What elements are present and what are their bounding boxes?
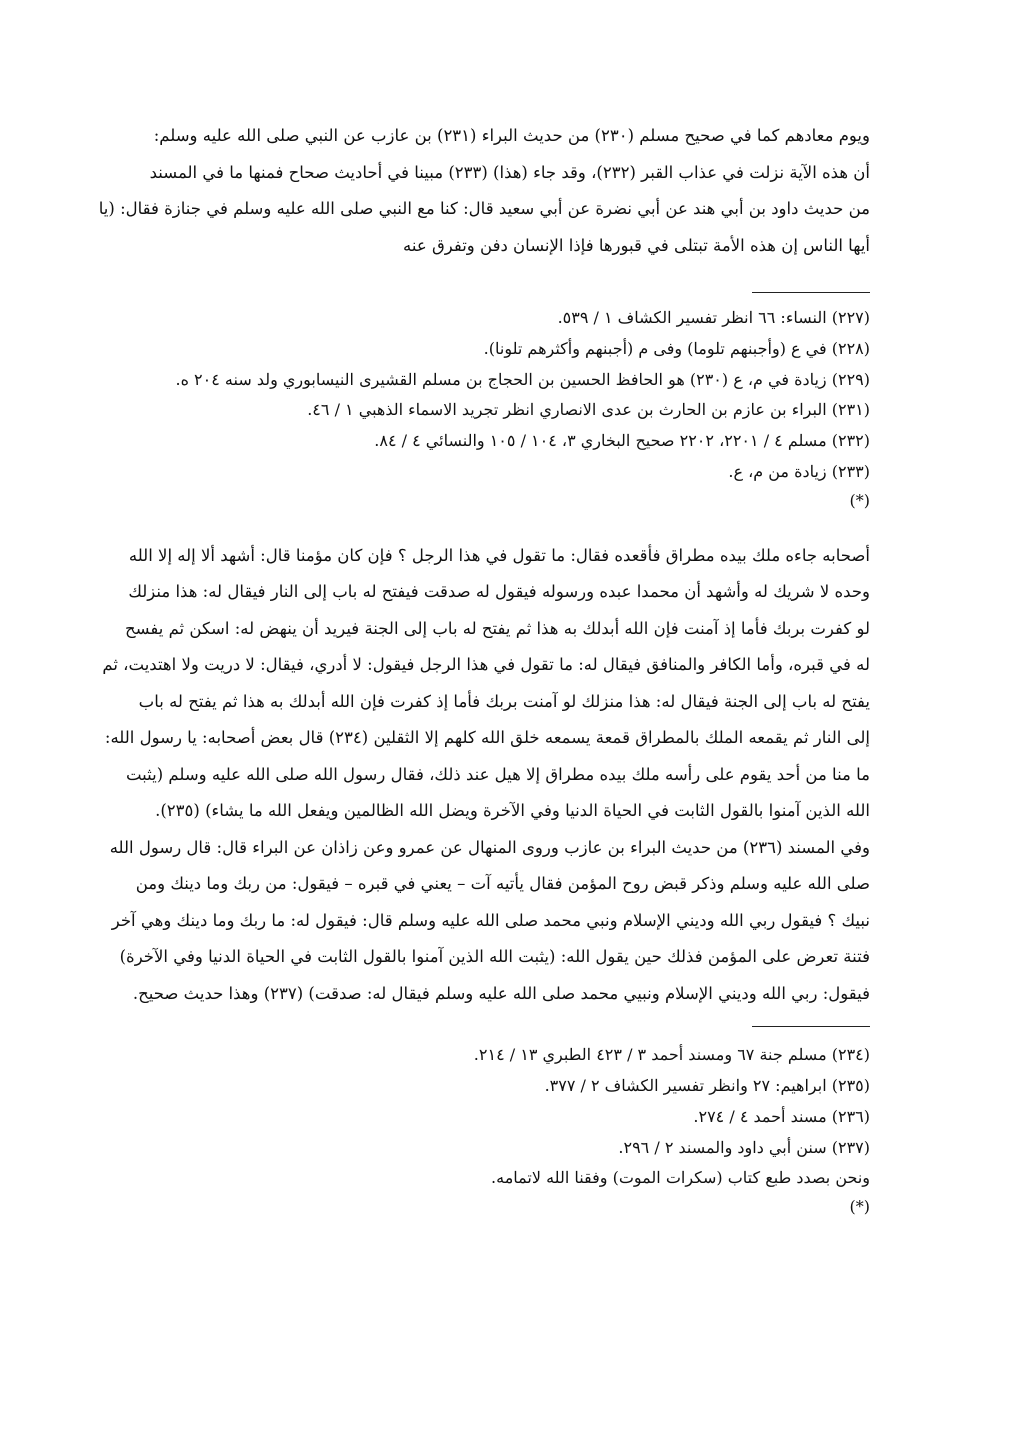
body-paragraph-1 [98,118,870,264]
text-line: ويوم معادهم كما في صحيح مسلم (٢٣٠) من حديث البراء (٢٣١) بن عازب عن النبي صلى الله عليه وسلم: [153,126,870,145]
body-paragraph-2 [102,538,870,1013]
text-line: فتنة تعرض على المؤمن فذلك حين يقول الله: (يثبت الله الذين آمنوا بالقول الثابت في الحياة الدنيا وفي الآخرة) [119,947,870,967]
text-line: فيقول: ربي الله وديني الإسلام ونبيي محمد صلى الله عليه وسلم فيقال له: صدقت) (٢٣٧) وهذا حديث صحيح. [132,983,870,1003]
footnote: (٢٢٨) في ع (وأجبنهم تلوما) وفى م (أجبنهم وأكثرهم تلونا). [483,338,870,358]
footnote-divider [752,1026,870,1027]
text-line: من حديث داود بن أبي هند عن أبي نضرة عن أبي سعيد قال: كنا مع النبي صلى الله عليه وسلم في جنازة فقال: (يا [98,199,870,218]
text-line: نبيك ؟ فيقول ربي الله وديني الإسلام ونبي محمد صلى الله عليه وسلم قال: فيقول له: ما ربك وما دينك وهي آخر [111,910,870,930]
text-line: وحده لا شريك له وأشهد أن محمدا عبده ورسوله فيقول له صدقت فيفتح له باب إلى النار فيقال له: هذا منزلك [128,582,870,602]
footnote: (٢٢٧) النساء: ٦٦ انظر تفسير الكشاف ١ / ٥٣٩. [557,308,870,327]
footnotes-block-2 [155,1040,870,1194]
text-line: أن هذه الآية نزلت في عذاب القبر (٢٣٢)، وقد جاء (هذا) (٢٣٣) مبينا في أحاديث صحاح فمنها ما في المسند [149,162,870,182]
footnote: (٢٣٥) ابراهيم: ٢٧ وانظر تفسير الكشاف ٢ / ٣٧٧. [544,1076,870,1096]
footnote: (٢٣٧) سنن أبي داود والمسند ٢ / ٢٩٦. [618,1137,870,1157]
footnote: (٢٣١) البراء بن عازم بن الحارث بن عدى الانصاري انظر تجريد الاسماء الذهبي ١ / ٤٦. [307,400,870,420]
document-page [98,118,870,1220]
text-line: وفي المسند (٢٣٦) من حديث البراء بن عازب وروى المنهال عن عمرو وعن زاذان عن البراء قال: قال رسول الله [109,837,870,857]
text-line: الله الذين آمنوا بالقول الثابت في الحياة الدنيا وفي الآخرة ويضل الله الظالمين ويفعل الله ما يشاء) (٢٣٥). [155,801,870,821]
footnote-divider [752,292,870,293]
footnote-note: ونحن بصدد طبع كتاب (سكرات الموت) وفقنا الله لاتمامه. [491,1168,870,1188]
text-line: أصحابه جاءه ملك بيده مطراق فأقعده فقال: ما تقول في هذا الرجل ؟ فإن كان مؤمنا قال: أشهد ألا إله إلا الله [128,545,870,565]
footnote: (٢٢٩) زيادة في م، ع (٢٣٠) هو الحافظ الحسين بن الحجاج بن مسلم القشيرى النيسابوري ولد سنه ٢٠٤ ه. [175,369,870,389]
text-line: صلى الله عليه وسلم وذكر قبض روح المؤمن فقال يأتيه آت – يعني في قبره – فيقول: من ربك وما دينك ومن [135,874,870,894]
footnote: (٢٣٤) مسلم جنة ٦٧ ومسند أحمد ٣ / ٤٢٣ الطبري ١٣ / ٢١٤. [473,1045,870,1065]
text-line: ما منا من أحد يقوم على رأسه ملك بيده مطراق إلا هيل عند ذلك، فقال رسول الله صلى الله عليه وسلم (يثبت [125,764,870,784]
footnotes-block-1 [155,303,870,488]
footnote: (٢٣٣) زيادة من م، ع. [728,461,870,481]
footnote: (٢٣٢) مسلم ٤ / ٢٢٠١، ٢٢٠٢ صحيح البخاري ٣، ١٠٤ / ١٠٥ والنسائي ٤ / ٨٤. [374,431,870,451]
page-marker: (*) [849,490,870,510]
text-line: له في قبره، وأما الكافر والمنافق فيقال له: ما تقول في هذا الرجل فيقول: لا أدري، فيقال: لا دريت ولا اهتديت، ثم [102,655,870,675]
text-line: يفتح له باب إلى الجنة فيقال له: هذا منزلك لو آمنت بربك فأما إذ كفرت فإن الله أبدلك به هذا ثم يفتح له باب [138,691,870,711]
text-line: لو كفرت بربك فأما إذ آمنت فإن الله أبدلك به هذا ثم يفتح له باب إلى الجنة فيريد أن ينهض له: اسكن ثم يفسح [125,618,870,638]
footnote: (٢٣٦) مسند أحمد ٤ / ٢٧٤. [693,1106,870,1126]
text-line: أيها الناس إن هذه الأمة تبتلى في قبورها فإذا الإنسان دفن وتفرق عنه [403,235,870,255]
text-line: إلى النار ثم يقمعه الملك بالمطراق قمعة يسمعه خلق الله كلهم إلا الثقلين (٢٣٤) قال بعض أصحابه: يا رسول الله: [104,728,870,748]
page-marker: (*) [849,1197,870,1217]
